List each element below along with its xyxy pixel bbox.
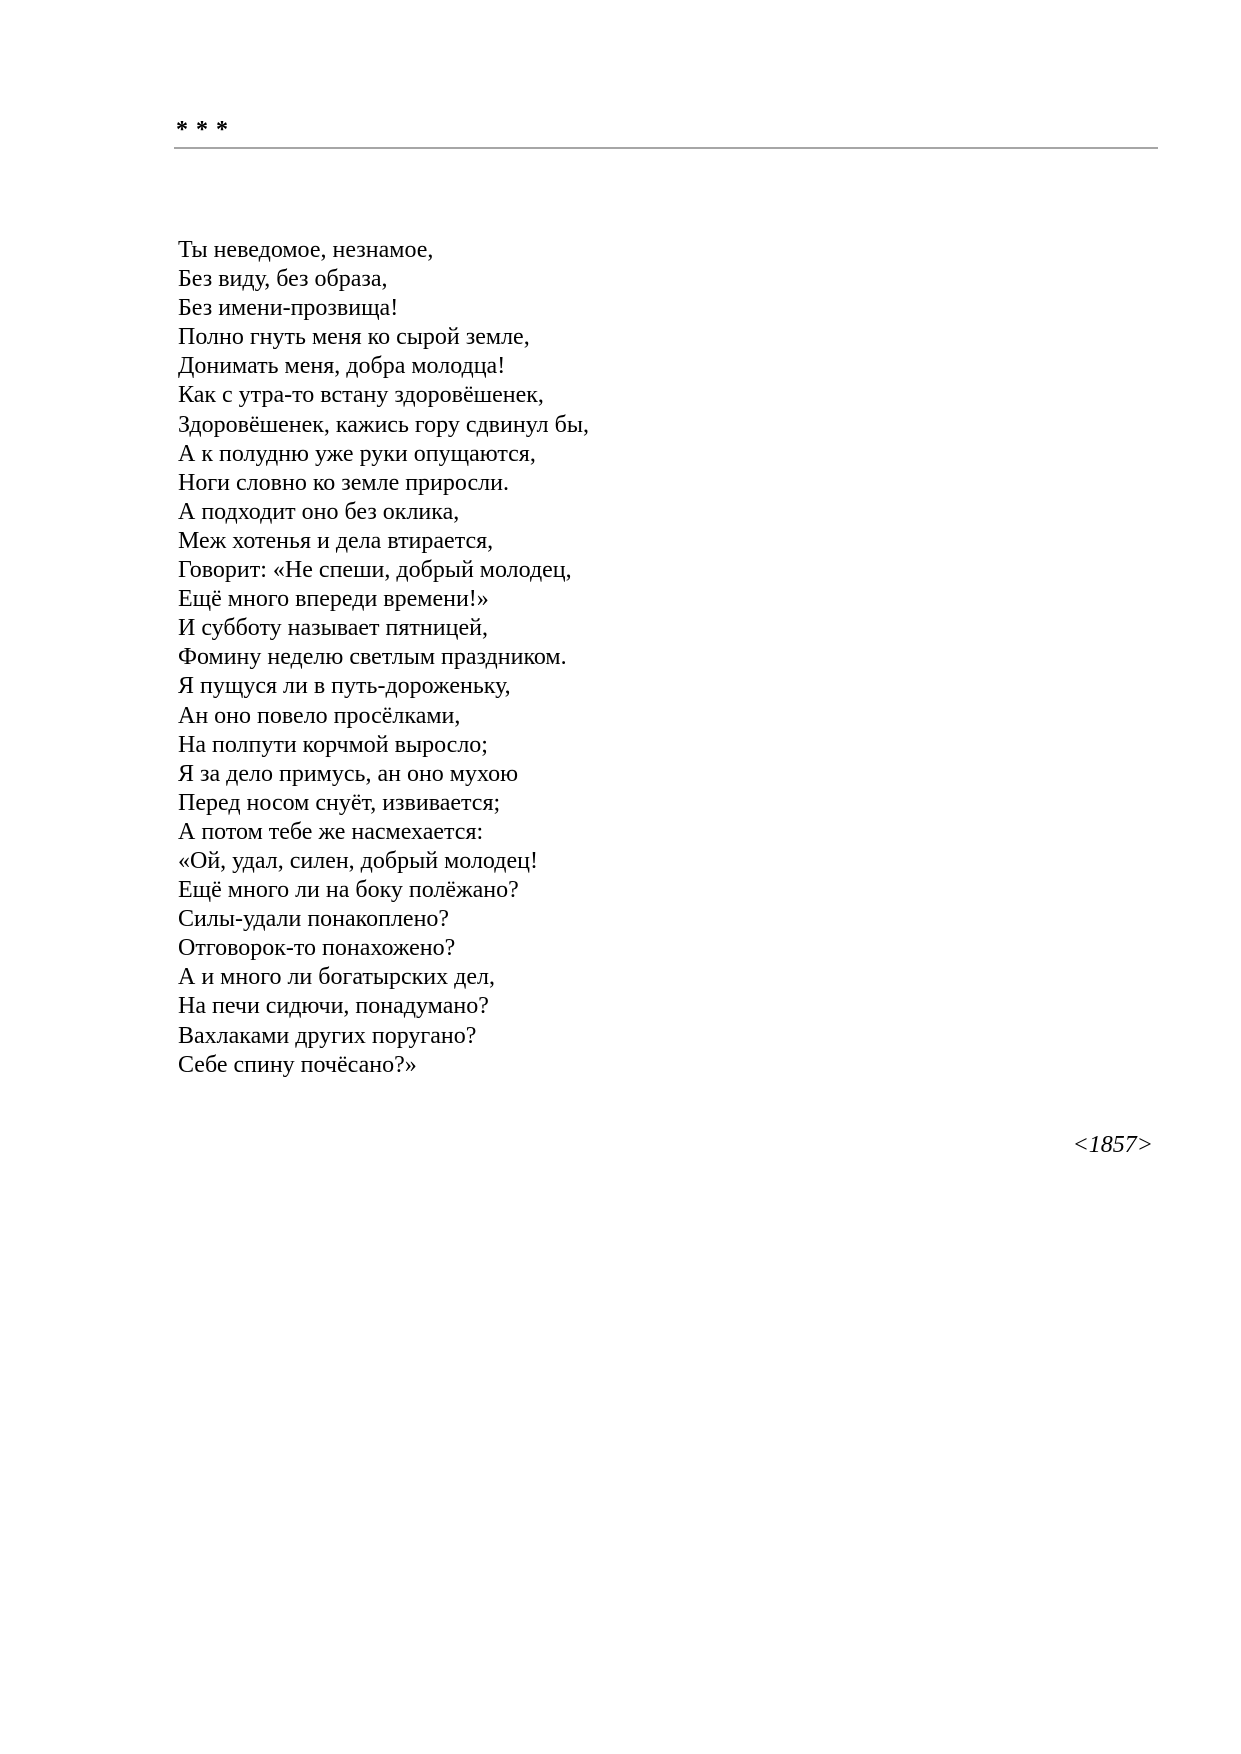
poem-line: Меж хотенья и дела втирается, <box>178 527 494 554</box>
poem-line: На полпути корчмой выросло; <box>178 731 488 758</box>
poem-line: Я за дело примусь, ан оно мухою <box>178 760 518 787</box>
poem-line: Отговорок-то понахожено? <box>178 935 456 962</box>
poem-line: Ещё много ли на боку полёжано? <box>178 877 519 904</box>
poem-line: Перед носом снуёт, извивается; <box>178 789 501 816</box>
poem-line: Говорит: «Не спеши, добрый молодец, <box>178 557 572 584</box>
poem-line: А подходит оно без оклика, <box>178 498 460 525</box>
poem-line: Здоровёшенек, кажись гору сдвинул бы, <box>178 411 589 438</box>
poem-line: На печи сидючи, понадумано? <box>178 993 489 1020</box>
poem-line: Без имени-прозвища! <box>178 295 399 322</box>
poem-line: А потом тебе же насмехается: <box>178 818 484 845</box>
poem-line: Полно гнуть меня ко сырой земле, <box>178 324 530 351</box>
section-heading: * * * <box>176 117 229 143</box>
poem-line: А и много ли богатырских дел, <box>178 964 495 991</box>
poem-line: Ан оно повело просёлками, <box>178 702 461 729</box>
poem-line: Вахлаками других поругано? <box>178 1022 477 1049</box>
poem-line: Донимать меня, добра молодца! <box>178 353 506 380</box>
poem-line: Я пущуся ли в путь-дороженьку, <box>178 673 511 700</box>
poem-line: «Ой, удал, силен, добрый молодец! <box>178 847 538 874</box>
poem-body <box>178 236 1078 1080</box>
poem-line: Себе спину почёсано?» <box>178 1051 417 1078</box>
heading-divider <box>174 147 1158 149</box>
poem-date: <1857> <box>1072 1132 1153 1158</box>
poem-line: А к полудню уже руки опущаются, <box>178 440 536 467</box>
poem-line: Силы-удали понакоплено? <box>178 906 450 933</box>
poem-line: Ноги словно ко земле приросли. <box>178 469 509 496</box>
poem-line: Ты неведомое, незнамое, <box>178 237 434 263</box>
poem-line: Фомину неделю светлым праздником. <box>178 644 567 671</box>
poem-line: Ещё много впереди времени!» <box>178 586 489 613</box>
poem-line: И субботу называет пятницей, <box>178 615 488 642</box>
poem-line: Как с утра-то встану здоровёшенек, <box>178 382 544 409</box>
poem-line: Без виду, без образа, <box>178 266 388 293</box>
